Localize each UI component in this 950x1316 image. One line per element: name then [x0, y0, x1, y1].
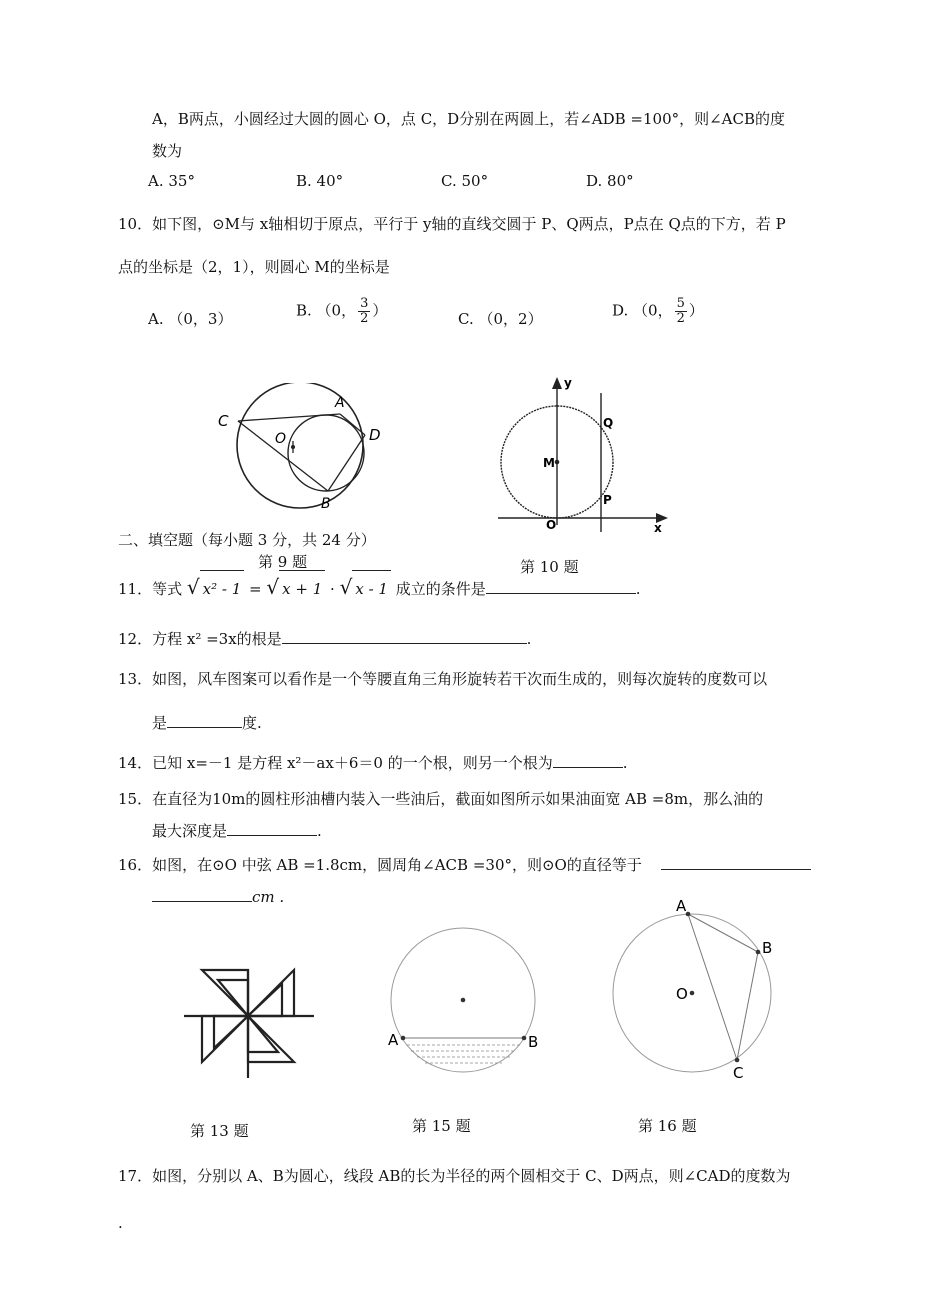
fig16-label-a: A [676, 897, 687, 915]
fig13-caption: 第 13 题 [190, 1122, 249, 1140]
fig9-caption: 第 9 题 [258, 553, 308, 571]
fig15-label-b: B [528, 1033, 539, 1051]
fig10-label-p: P [603, 493, 612, 507]
q9-option-b: B. 40° [296, 172, 344, 190]
fraction: $\frac{5}{2}$ [676, 296, 685, 326]
fig16-label-c: C [733, 1064, 744, 1082]
radical: √ [266, 575, 280, 599]
fig15-caption: 第 15 题 [412, 1117, 471, 1135]
q9-option-c: C. 50° [441, 172, 489, 190]
q9-text-line1: A，B两点，小圆经过大圆的圆心 O，点 C，D分别在两圆上，若∠ADB =100°，则∠ACB的度 [152, 110, 786, 128]
answer-blank [486, 579, 636, 594]
radical: √ [339, 575, 353, 599]
q16-text-line1: 16．如图，在⊙O 中弦 AB =1.8cm，圆周角∠ACB =30°，则⊙O的直径等于 [118, 854, 811, 876]
q15-text-line1: 15．在直径为10m的圆柱形油槽内装入一些油后，截面如图所示如果油面宽 AB =8m，那么油的 [118, 790, 764, 808]
q9-text-line2: 数为 [152, 142, 183, 160]
answer-blank [152, 887, 252, 902]
fig10-label-y: y [564, 376, 572, 390]
answer-blank [227, 821, 317, 836]
fig10-label-m: M [543, 456, 555, 470]
fig9-label-b: B [321, 496, 331, 512]
q10-option-d: D. （0， $\frac{5}{2}$ ） [612, 296, 704, 326]
fig16-label-o: O [676, 985, 688, 1003]
q10-text-line2: 点的坐标是（2，1），则圆心 M的坐标是 [118, 258, 390, 276]
fig9-label-a: A [335, 395, 345, 411]
answer-blank [167, 713, 242, 728]
q17-text-line2: . [118, 1214, 123, 1232]
figure-q15 [380, 920, 550, 1105]
fig10-label-x: x [654, 521, 662, 535]
q9-option-a: A. 35° [148, 172, 195, 190]
q13-text-line1: 13．如图，风车图案可以看作是一个等腰直角三角形旋转若干次而生成的，则每次旋转的度数可以 [118, 670, 768, 688]
fig16-caption: 第 16 题 [638, 1117, 697, 1135]
q10-option-b: B. （0， $\frac{3}{2}$ ） [296, 296, 388, 326]
answer-blank [553, 753, 623, 768]
q17-text-line1: 17．如图，分别以 A、B为圆心，线段 AB的长为半径的两个圆相交于 C、D两点，则∠CAD的度数为 [118, 1167, 791, 1185]
q9-option-d: D. 80° [586, 172, 634, 190]
fig9-label-c: C [218, 412, 229, 430]
fig10-caption: 第 10 题 [520, 558, 579, 576]
q10-option-a: A. （0，3） [148, 310, 233, 328]
q12-text: 12．方程 x² =3x的根是 . [118, 630, 532, 648]
figure-q16 [600, 895, 790, 1085]
fig10-label-q: Q [603, 416, 614, 430]
q10-option-c: C. （0，2） [458, 310, 543, 328]
fig10-label-origin: O [546, 518, 557, 532]
fig15-label-a: A [388, 1031, 399, 1049]
radical: √ [186, 575, 200, 599]
answer-blank [661, 855, 811, 870]
q15-text-line2: 最大深度是 . [152, 822, 322, 840]
fraction: $\frac{3}{2}$ [360, 296, 369, 326]
q11-text: 11．等式 √ x² - 1 = √ x + 1 · √ x - 1 成立的条件是 . [118, 569, 641, 607]
answer-blank [282, 629, 527, 644]
q10-text-line1: 10．如下图，⊙M与 x轴相切于原点，平行于 y轴的直线交圆于 P、Q两点，P点在 Q点的下方，若 P [118, 215, 786, 233]
q14-text: 14．已知 x=－1 是方程 x²－ax＋6＝0 的一个根，则另一个根为 . [118, 754, 628, 772]
q16-text-line2: cm . [152, 886, 284, 908]
section-title: 二、填空题（每小题 3 分，共 24 分） [118, 531, 376, 549]
figure-q13 [178, 960, 323, 1085]
q13-text-line2: 是 度. [152, 714, 262, 732]
fig9-label-o: O [275, 431, 287, 447]
figure-q10 [490, 375, 680, 535]
fig16-label-b: B [762, 939, 773, 957]
figure-q9 [215, 383, 405, 513]
fig9-label-d: D [369, 426, 381, 444]
